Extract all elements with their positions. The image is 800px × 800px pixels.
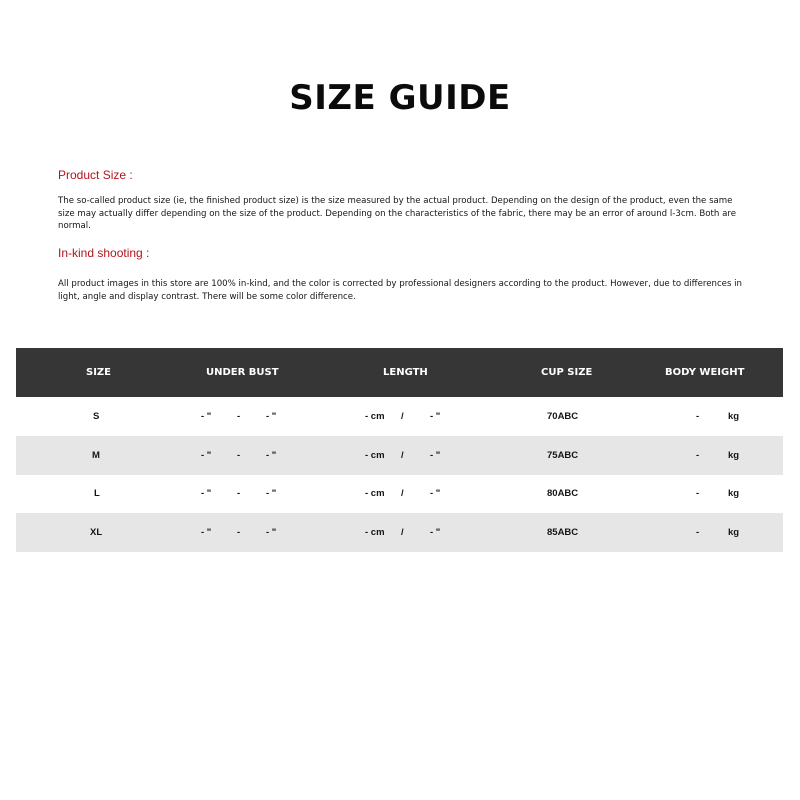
body-weight-value: - xyxy=(696,527,700,539)
cup-size-cell: 85ABC xyxy=(547,527,579,539)
under-bust-min: - " xyxy=(201,488,212,500)
cup-size-cell: 70ABC xyxy=(547,410,579,422)
length-cm: - cm xyxy=(365,527,385,539)
size-cell: M xyxy=(92,449,100,461)
table-header xyxy=(16,348,783,397)
size-table xyxy=(16,348,783,552)
length-separator: / xyxy=(401,527,404,539)
product-size-description: The so-called product size (ie, the finished product size) is the size measured by the actual product. Depending on the design of the product, even the same size may actually differ depending on the size of the product. Depending on the characteristics of the fabric, there may be an error of around l-3cm. Both are normal. xyxy=(58,196,736,231)
length-separator: / xyxy=(401,488,404,500)
table-row xyxy=(16,436,783,475)
size-cell: S xyxy=(93,410,100,422)
length-inch: - " xyxy=(430,449,441,461)
cup-size-cell: 75ABC xyxy=(547,449,579,461)
length-inch: - " xyxy=(430,410,441,422)
body-weight-value: - xyxy=(696,488,700,500)
size-cell: L xyxy=(94,488,100,500)
under-bust-separator: - xyxy=(237,527,241,539)
cup-size-cell: 80ABC xyxy=(547,488,579,500)
body-weight-unit: kg xyxy=(728,449,740,461)
body-weight-unit: kg xyxy=(728,410,740,422)
body-weight-value: - xyxy=(696,449,700,461)
table-row xyxy=(16,397,783,436)
length-inch: - " xyxy=(430,488,441,500)
length-separator: / xyxy=(401,410,404,422)
page-title: SIZE GUIDE xyxy=(289,78,511,118)
under-bust-max: - " xyxy=(266,488,277,500)
in-kind-shooting-heading: In-kind shooting : xyxy=(58,246,150,260)
length-separator: / xyxy=(401,449,404,461)
header-cup-size: CUP SIZE xyxy=(541,367,593,378)
size-cell: XL xyxy=(90,527,103,539)
under-bust-separator: - xyxy=(237,488,241,500)
under-bust-max: - " xyxy=(266,527,277,539)
under-bust-separator: - xyxy=(237,449,241,461)
body-weight-unit: kg xyxy=(728,488,740,500)
header-length: LENGTH xyxy=(383,367,428,378)
header-under-bust: UNDER BUST xyxy=(206,367,279,378)
table-row xyxy=(16,475,783,514)
header-body-weight: BODY WEIGHT xyxy=(665,367,745,378)
table-row xyxy=(16,513,783,552)
header-size: SIZE xyxy=(86,367,112,378)
body-weight-unit: kg xyxy=(728,527,740,539)
under-bust-max: - " xyxy=(266,410,277,422)
length-cm: - cm xyxy=(365,488,385,500)
length-cm: - cm xyxy=(365,449,385,461)
body-weight-value: - xyxy=(696,410,700,422)
product-size-heading: Product Size : xyxy=(58,168,133,182)
under-bust-min: - " xyxy=(201,449,212,461)
length-cm: - cm xyxy=(365,410,385,422)
under-bust-max: - " xyxy=(266,449,277,461)
under-bust-min: - " xyxy=(201,527,212,539)
under-bust-separator: - xyxy=(237,410,241,422)
under-bust-min: - " xyxy=(201,410,212,422)
in-kind-shooting-description: All product images in this store are 100% in-kind, and the color is corrected by professional designers according to the product. However, due to differences in light, angle and display contrast. There will be some color difference. xyxy=(58,279,742,302)
length-inch: - " xyxy=(430,527,441,539)
